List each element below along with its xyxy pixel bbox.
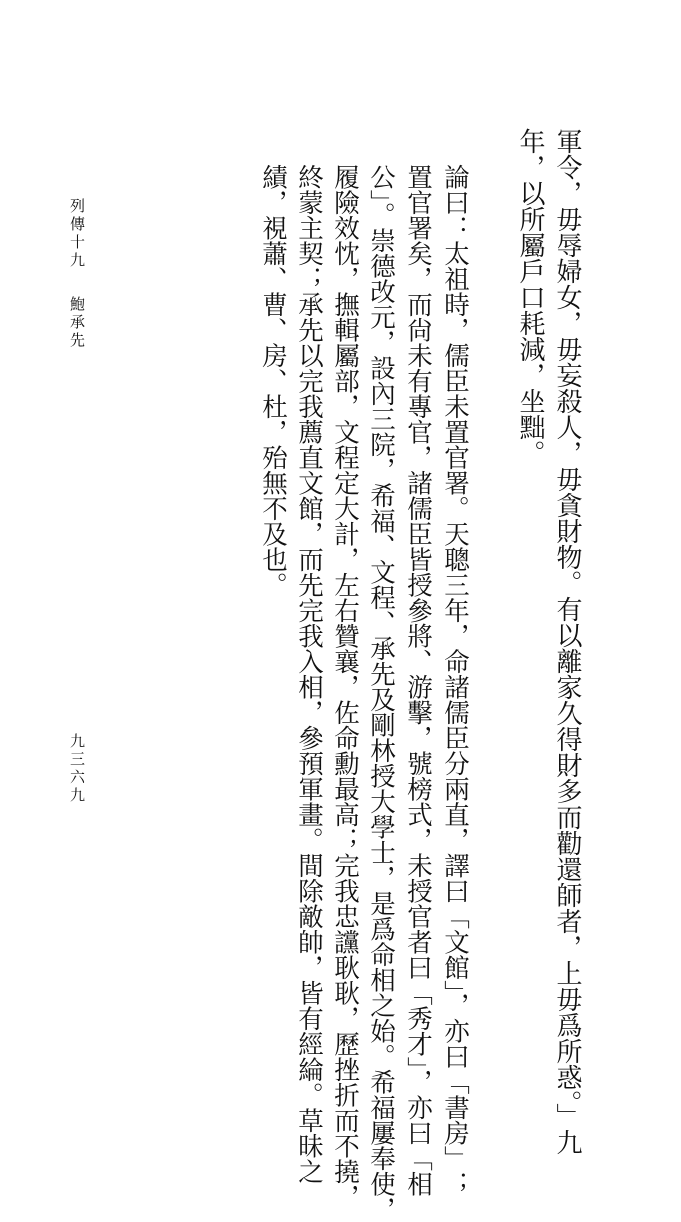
essay-line-6: 績，視蕭、曹、房、杜，殆無不及也。	[258, 164, 288, 598]
running-header-subject: 鮑承先	[68, 296, 86, 350]
body-line-1: 軍令，毋辱婦女，毋妄殺人，毋貪財物。有以離家久得財多而勸還師者，上毋爲所惑。」九	[552, 128, 582, 1155]
body-line-2: 年，以所屬戶口耗減，坐黜。	[515, 128, 545, 466]
essay-line-4: 履險效忱，撫輯屬部，文程定大計，左右贊襄，佐命勳最高；完我忠讜耿耿，歷挫折而不撓，	[330, 164, 360, 1210]
essay-line-2: 置官署矣，而尙未有專官，諸儒臣皆授參將、游擊，號榜式，未授官者曰「秀才」，亦曰「相	[403, 164, 433, 1197]
essay-line-3: 公」。崇德改元，設內三院，希福、文程、承先及剛林授大學士，是爲命相之始。希福屢奉使，	[366, 164, 396, 1222]
essay-line-5: 終蒙主契；承先以完我薦直文館，而先完我入相，參預軍畫。間除敵帥，皆有經綸。草昧之	[294, 164, 324, 1184]
page-number: 九三六九	[68, 733, 86, 805]
essay-line-1: 論曰：太祖時，儒臣未置官署。天聰三年，命諸儒臣分兩直，譯曰「文館」，亦曰「書房」；	[440, 164, 470, 1197]
running-header-chapter: 列傳十九	[68, 198, 86, 270]
